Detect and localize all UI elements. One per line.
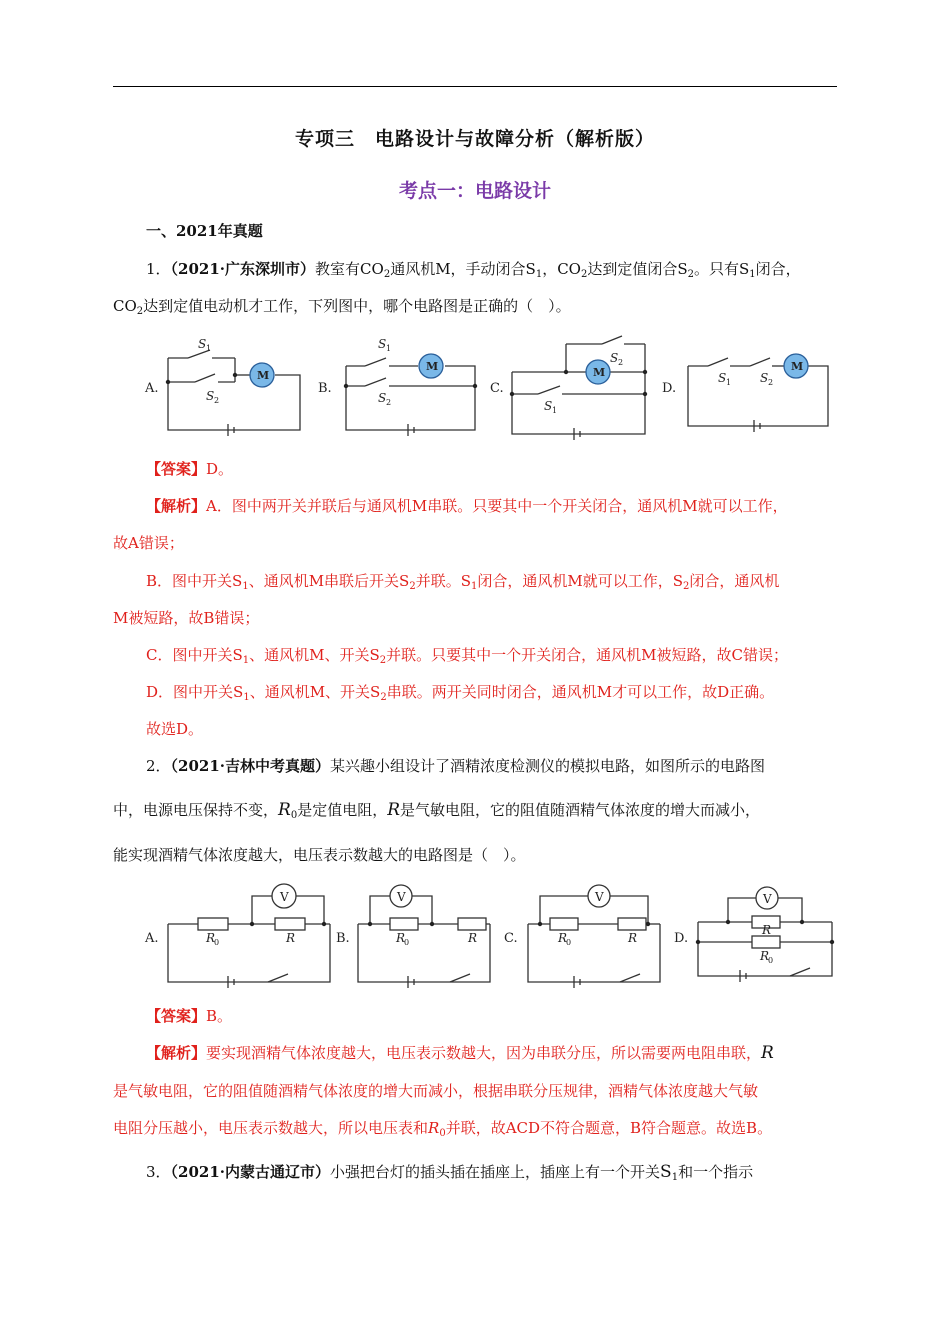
q2-option-b-label: B.: [336, 931, 350, 946]
q2-circuit-b: [358, 885, 490, 988]
page-title: 专项三 电路设计与故障分析（解析版）: [294, 128, 655, 150]
svg-text:1: 1: [386, 344, 392, 353]
q1-analysis-5: C．图中开关$S_1$、通风机M、开关$S_2$并联。只要其中一个开关闭合，通风机M被短路，故C错误；: [146, 646, 788, 666]
svg-text:V: V: [595, 890, 604, 904]
svg-text:S: S: [206, 389, 215, 403]
svg-text:S: S: [760, 371, 769, 385]
q3-line1: 3．（2021·内蒙古通辽市）小强把台灯的插头插在插座上，插座上有一个开关$S_1$和一个指示: [146, 1162, 754, 1183]
q2-circuit-c: [528, 885, 660, 988]
q2-circuit-d: [696, 887, 834, 982]
svg-text:R: R: [206, 931, 216, 945]
svg-text:2: 2: [386, 398, 392, 407]
q2-line1: 2．（2021·吉林中考真题）某兴趣小组设计了酒精浓度检测仪的模拟电路，如图所示的电路图: [146, 757, 766, 775]
q1-analysis-4: M被短路，故B错误；: [113, 609, 260, 627]
q1-circuit-b: [344, 337, 477, 436]
q2-line2: 中，电源电压保持不变，$R_0$是定值电阻，R是气敏电阻，它的阻值随酒精气体浓度的增大而减小，: [113, 800, 761, 821]
q1-analysis-7: 故选D。: [146, 720, 204, 738]
svg-text:0: 0: [404, 938, 410, 947]
q2-option-a-label: A.: [145, 931, 159, 946]
svg-text:R: R: [762, 923, 772, 937]
q1-analysis-6: D．图中开关$S_1$、通风机M、开关$S_2$串联。两开关同时闭合，通风机M才可以工作，故D正确。: [146, 683, 775, 703]
header-rule: [113, 86, 837, 87]
svg-text:R: R: [286, 931, 296, 945]
q1-circuit-a: [166, 337, 300, 436]
svg-text:M: M: [257, 369, 270, 382]
q1-circuit-d: [688, 354, 828, 432]
q1-analysis-1: 【解析】A．图中两开关并联后与通风机M串联。只要其中一个开关闭合，通风机M就可以工作，: [146, 497, 788, 515]
svg-text:V: V: [397, 890, 406, 904]
svg-text:1: 1: [726, 378, 732, 387]
svg-text:1: 1: [206, 344, 212, 353]
section-heading: 一、2021年真题: [146, 222, 263, 240]
q2-circuit-a: [168, 884, 330, 988]
svg-text:R: R: [760, 949, 770, 963]
svg-text:V: V: [280, 890, 289, 904]
svg-text:M: M: [791, 360, 804, 373]
q1-analysis-3: B．图中开关$S_1$、通风机M串联后开关$S_2$并联。$S_1$闭合，通风机M就可以工作，$S_2$闭合，通风机: [146, 572, 780, 592]
svg-text:S: S: [610, 351, 619, 365]
svg-text:S: S: [544, 399, 553, 413]
svg-text:R: R: [628, 931, 638, 945]
q1-circuit-figures: [140, 330, 840, 440]
svg-text:M: M: [426, 360, 439, 373]
svg-text:S: S: [718, 371, 727, 385]
q1-analysis-2: 故A错误；: [113, 534, 184, 552]
svg-text:V: V: [763, 892, 772, 906]
q1-answer: 【答案】D。: [146, 460, 234, 478]
svg-text:1: 1: [552, 406, 558, 415]
q2-analysis-2: 是气敏电阻，它的阻值随酒精气体浓度的增大而减小，根据串联分压规律，酒精气体浓度越大气敏: [113, 1082, 759, 1100]
svg-text:2: 2: [214, 396, 220, 405]
q1-option-a-label: A.: [145, 381, 159, 396]
svg-text:2: 2: [618, 358, 624, 367]
q2-option-c-label: C.: [504, 931, 518, 946]
q2-analysis-3: 电阻分压越小，电压表示数越大，所以电压表和$R_0$并联，故ACD不符合题意，B符合题意。故选B。: [113, 1119, 773, 1139]
svg-text:R: R: [558, 931, 568, 945]
q2-analysis-1: 【解析】要实现酒精气体浓度越大，电压表示数越大，因为串联分压，所以需要两电阻串联，R: [146, 1043, 774, 1063]
svg-text:S: S: [378, 337, 387, 351]
svg-text:S: S: [198, 337, 207, 351]
q2-answer: 【答案】B。: [146, 1007, 233, 1025]
section-subtitle: 考点一：电路设计: [398, 180, 551, 202]
svg-text:0: 0: [566, 938, 572, 947]
q1-circuit-c: [510, 336, 647, 440]
q1-line1: 1．（2021·广东深圳市）教室有$CO_2$通风机M，手动闭合$S_1$，$CO_2$达到定值闭合$S_2$。只有$S_1$闭合，: [146, 260, 801, 280]
svg-text:R: R: [396, 931, 406, 945]
q2-option-d-label: D.: [674, 931, 689, 946]
q1-option-b-label: B.: [318, 381, 332, 396]
svg-text:M: M: [593, 366, 606, 379]
q1-option-c-label: C.: [490, 381, 504, 396]
q1-line2: $CO_2$达到定值电动机才工作，下列图中，哪个电路图是正确的（ ）。: [113, 297, 571, 317]
q1-option-d-label: D.: [662, 381, 677, 396]
svg-text:0: 0: [768, 956, 774, 965]
q2-line3: 能实现酒精气体浓度越大，电压表示数越大的电路图是（ ）。: [113, 846, 526, 864]
svg-text:S: S: [378, 391, 387, 405]
svg-text:2: 2: [768, 378, 774, 387]
svg-text:R: R: [468, 931, 478, 945]
q2-circuit-figures: [140, 876, 840, 996]
svg-text:0: 0: [214, 938, 220, 947]
